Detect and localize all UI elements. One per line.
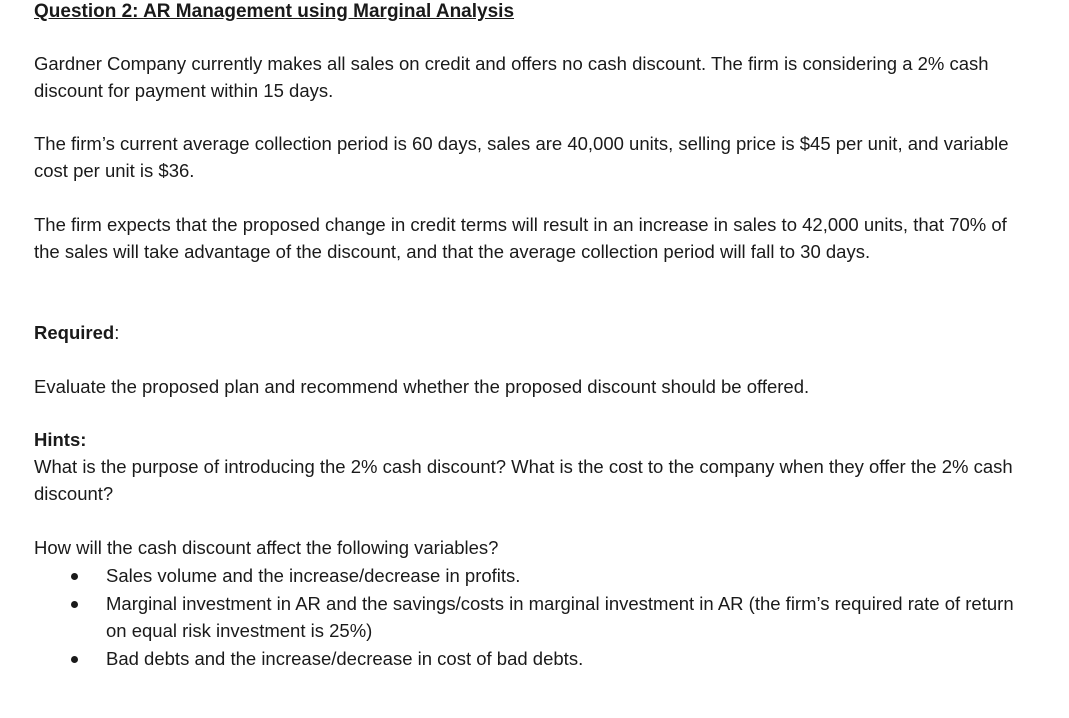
question-title: Question 2: AR Management using Marginal Analysis [34,1,515,22]
required-label [34,319,119,346]
bullet-icon [71,573,78,580]
expectation-paragraph: The firm expects that the proposed change in credit terms will result in an increase in sales to 42,000 units, that 70% of the sales will take advantage of the discount, and that the average collection period will fall to 30 days. [34,214,1007,262]
bullet-icon [71,656,78,663]
list-item [34,590,1024,644]
required-label-colon: : [114,322,120,343]
list-item [34,562,1024,589]
intro-paragraph: Gardner Company currently makes all sales on credit and offers no cash discount. The firm is considering a 2% cash discount for payment within 15 days. [34,53,989,101]
list-item-text: Sales volume and the increase/decrease in profits. [106,565,521,586]
bullet-icon [71,601,78,608]
required-label-text: Required [34,322,115,343]
hints-bullet-list [34,562,1024,673]
hints-text: What is the purpose of introducing the 2% cash discount? What is the cost to the company when they offer the 2% cash discount? [34,456,1013,504]
list-item-text: Bad debts and the increase/decrease in cost of bad debts. [106,648,584,669]
list-item [34,645,1024,672]
list-item-text: Marginal investment in AR and the savings/costs in marginal investment in AR (the firm’s required rate of return on equal risk investment is 25%) [106,593,1014,641]
hints-question: How will the cash discount affect the following variables? [34,537,499,558]
current-terms-paragraph: The firm’s current average collection period is 60 days, sales are 40,000 units, selling price is $45 per unit, and variable cost per unit is $36. [34,133,1009,181]
required-text: Evaluate the proposed plan and recommend whether the proposed discount should be offered. [34,376,810,397]
hints-label: Hints: [34,429,87,450]
